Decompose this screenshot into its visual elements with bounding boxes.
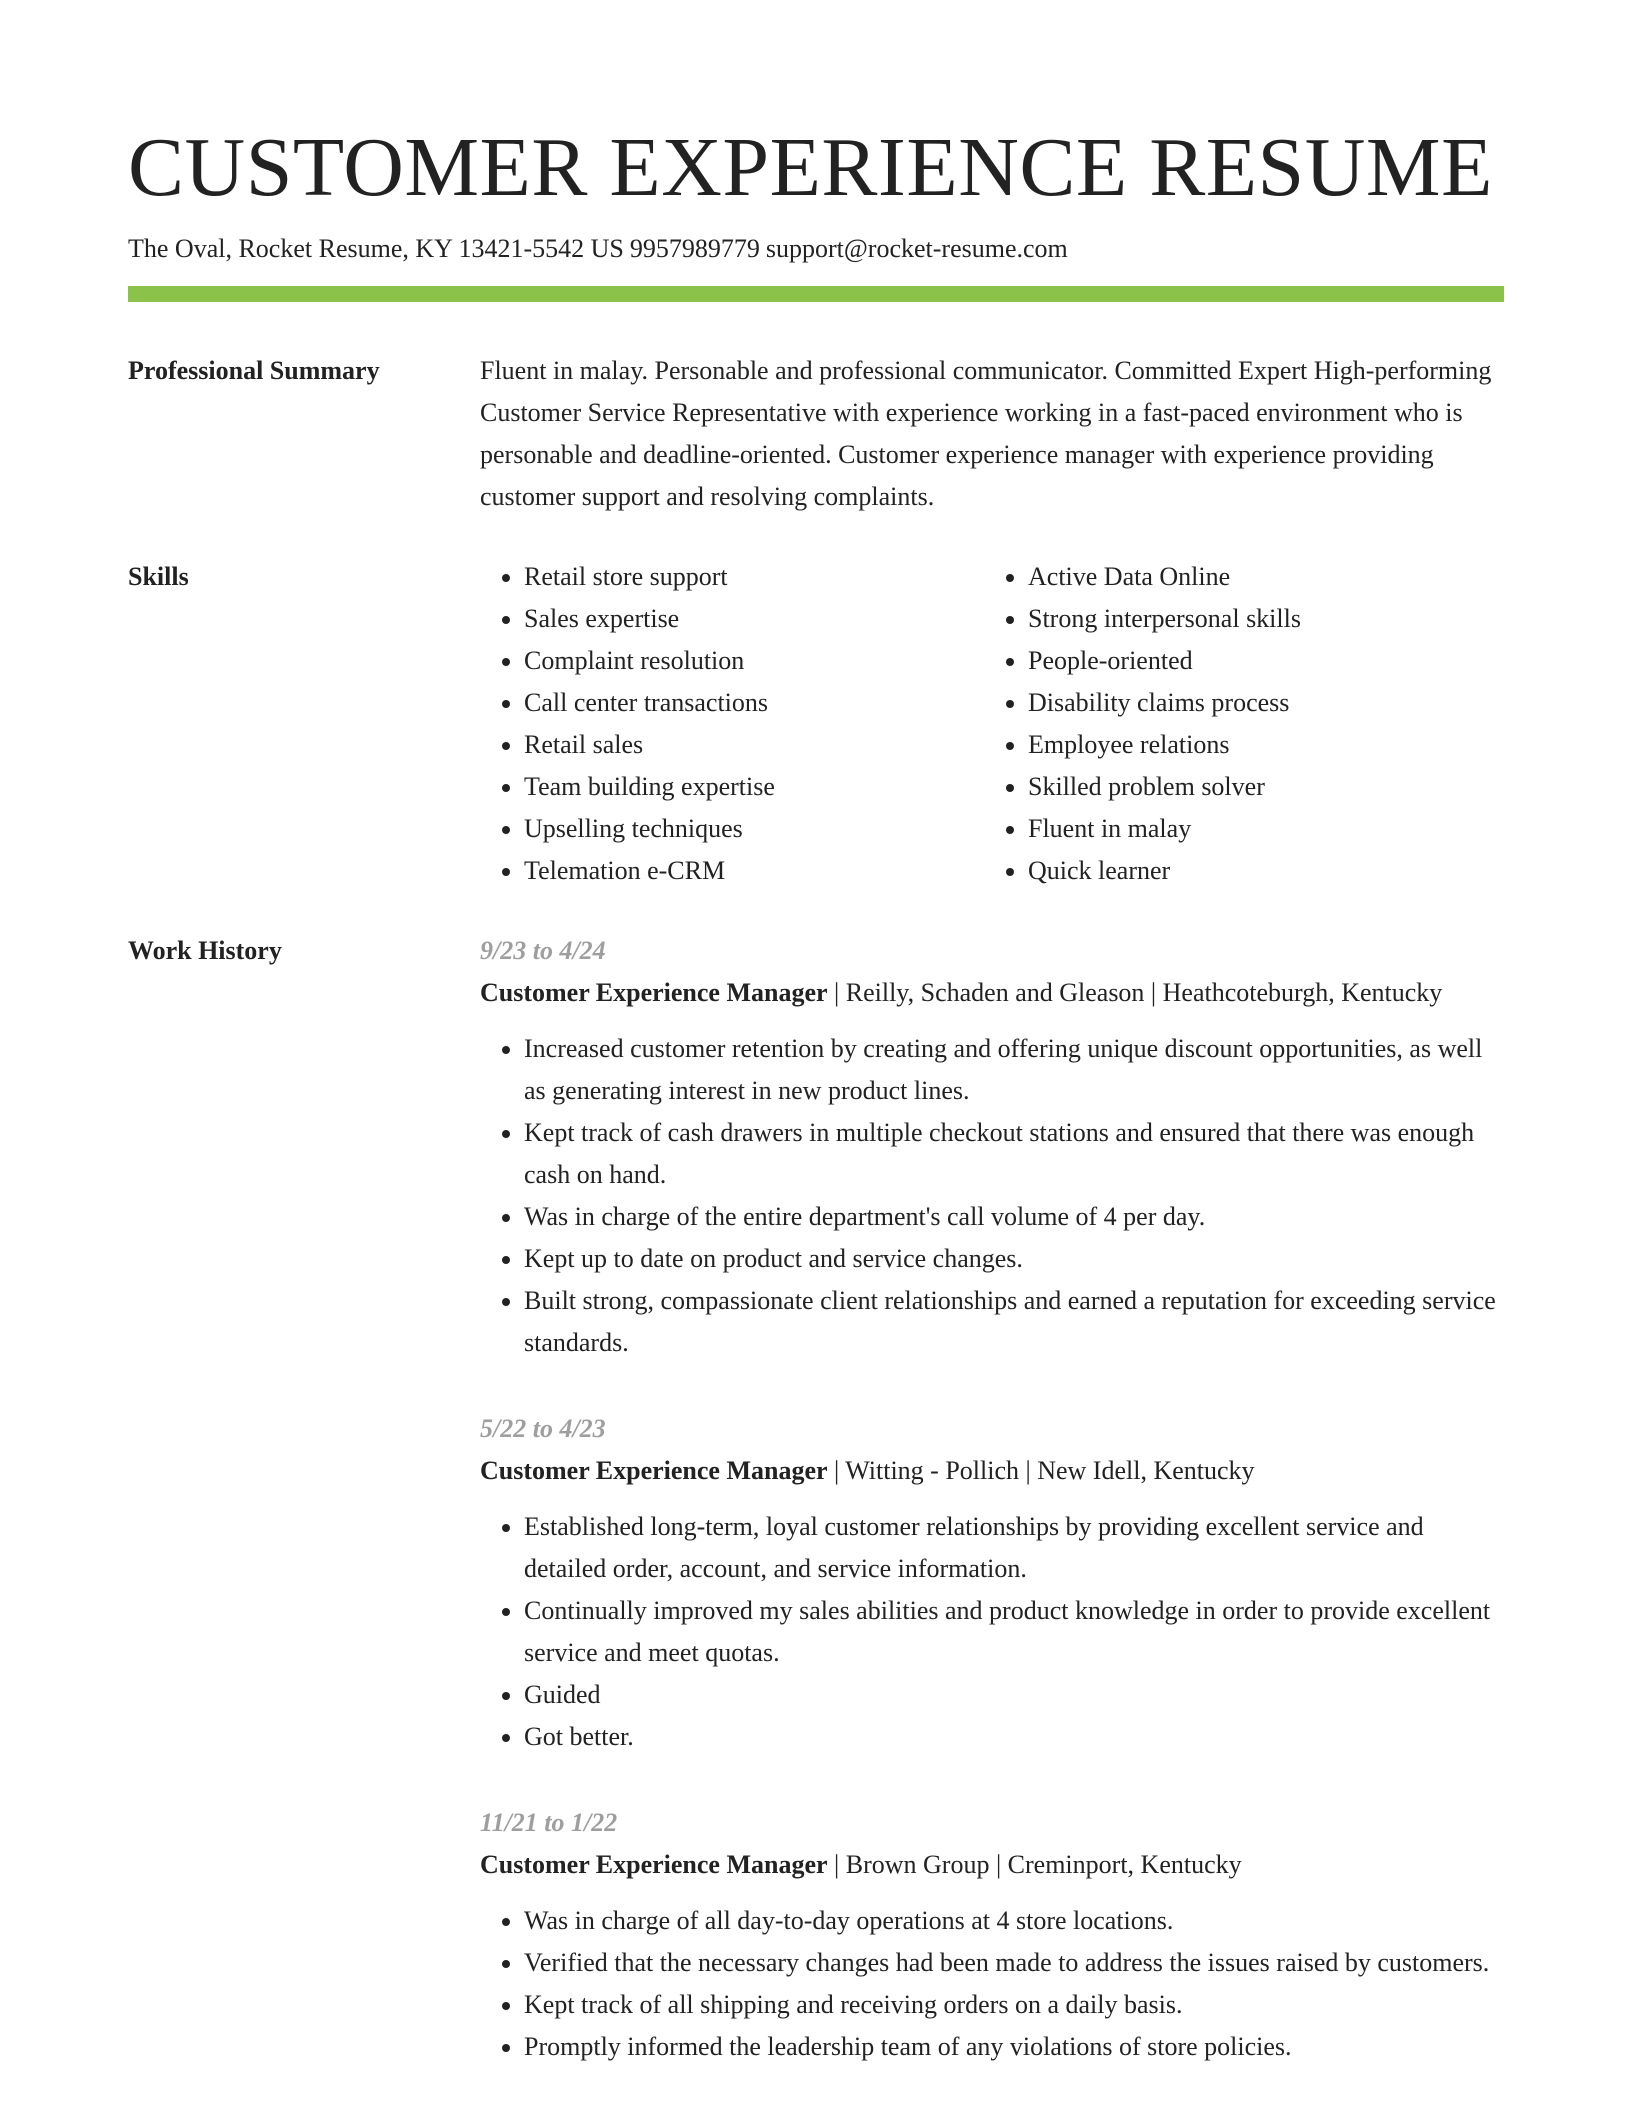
job-bullet: • Promptly informed the leadership team of any violations of store policies. [524, 2026, 1504, 2068]
job-details: | Reilly, Schaden and Gleason | Heathcoteburgh, Kentucky [827, 978, 1443, 1007]
contact-line [128, 232, 1504, 266]
job-bullet: • Continually improved my sales abilities and product knowledge in order to provide excellent service and meet quotas. [524, 1590, 1504, 1674]
contact-phone: 9957989779 [629, 234, 760, 263]
skill-item: • Call center transactions [524, 682, 984, 724]
job-bullet: • Verified that the necessary changes had been made to address the issues raised by customers. [524, 1942, 1504, 1984]
job-dates: 11/21 to 1/22 [480, 1808, 618, 1837]
work-history-section [128, 932, 1504, 2112]
job-bullet: • Got better. [524, 1716, 1504, 1758]
job-bullet: • Kept track of all shipping and receiving orders on a daily basis. [524, 1984, 1504, 2026]
skill-item: • Retail store support [524, 556, 984, 598]
job-bullet: • Kept up to date on product and service changes. [524, 1238, 1504, 1280]
resume-page [128, 0, 1504, 2112]
job-bullet: • Was in charge of all day-to-day operations at 4 store locations. [524, 1900, 1504, 1942]
job-title: Customer Experience Manager [480, 978, 828, 1007]
job-entry [480, 1802, 1504, 2068]
skills-section [128, 558, 1504, 892]
job-heading [480, 1844, 1504, 1886]
job-bullets [480, 1028, 1504, 1364]
skill-item: • Fluent in malay [1028, 808, 1488, 850]
skill-item: • Sales expertise [524, 598, 984, 640]
job-details: | Witting - Pollich | New Idell, Kentucky [827, 1456, 1255, 1485]
job-bullet: • Was in charge of the entire department's call volume of 4 per day. [524, 1196, 1504, 1238]
summary-heading: Professional Summary [128, 356, 380, 385]
skill-item: • Active Data Online [1028, 556, 1488, 598]
summary-section [128, 352, 1504, 518]
contact-address: The Oval, Rocket Resume, KY 13421-5542 US [128, 234, 624, 263]
job-bullet: • Guided [524, 1674, 1504, 1716]
skill-item: • Quick learner [1028, 850, 1488, 892]
job-details: | Brown Group | Creminport, Kentucky [827, 1850, 1242, 1879]
header-divider [128, 286, 1504, 302]
job-bullets [480, 1900, 1504, 2068]
work-history-list [480, 932, 1504, 2112]
contact-email: support@rocket-resume.com [765, 234, 1068, 263]
job-bullet: • Established long-term, loyal customer relationships by providing excellent service and detailed order, account, and service information. [524, 1506, 1504, 1590]
skill-item: • Complaint resolution [524, 640, 984, 682]
job-bullet: • Kept track of cash drawers in multiple checkout stations and ensured that there was enough cash on hand. [524, 1112, 1504, 1196]
skill-item: • Strong interpersonal skills [1028, 598, 1488, 640]
job-dates: 9/23 to 4/24 [480, 936, 606, 965]
job-dates: 5/22 to 4/23 [480, 1414, 606, 1443]
job-heading [480, 972, 1504, 1014]
skill-item: • Skilled problem solver [1028, 766, 1488, 808]
job-bullet: • Increased customer retention by creating and offering unique discount opportunities, as well as generating interest in new product lines. [524, 1028, 1504, 1112]
skill-item: • Telemation e-CRM [524, 850, 984, 892]
job-bullet: • Built strong, compassionate client relationships and earned a reputation for exceeding service standards. [524, 1280, 1504, 1364]
skill-item: • Retail sales [524, 724, 984, 766]
work-history-heading: Work History [128, 936, 282, 965]
job-title: Customer Experience Manager [480, 1456, 828, 1485]
skills-list-right [984, 556, 1488, 892]
job-bullets [480, 1506, 1504, 1758]
skills-columns [480, 556, 1504, 892]
skill-item: • People-oriented [1028, 640, 1488, 682]
skill-item: • Team building expertise [524, 766, 984, 808]
skill-item: • Upselling techniques [524, 808, 984, 850]
skill-item: • Disability claims process [1028, 682, 1488, 724]
resume-title: CUSTOMER EXPERIENCE RESUME [128, 121, 1493, 214]
job-entry [480, 1408, 1504, 1758]
skills-list-left [480, 556, 984, 892]
skills-heading: Skills [128, 562, 189, 591]
skill-item: • Employee relations [1028, 724, 1488, 766]
job-title: Customer Experience Manager [480, 1850, 828, 1879]
job-heading [480, 1450, 1504, 1492]
job-entry [480, 930, 1504, 1364]
summary-text: Fluent in malay. Personable and professional communicator. Committed Expert High-performing Customer Service Representative with experience working in a fast-paced environment who is personable and deadline-oriented. Customer experience manager with experience providing customer support and resolving complaints. [480, 356, 1492, 511]
